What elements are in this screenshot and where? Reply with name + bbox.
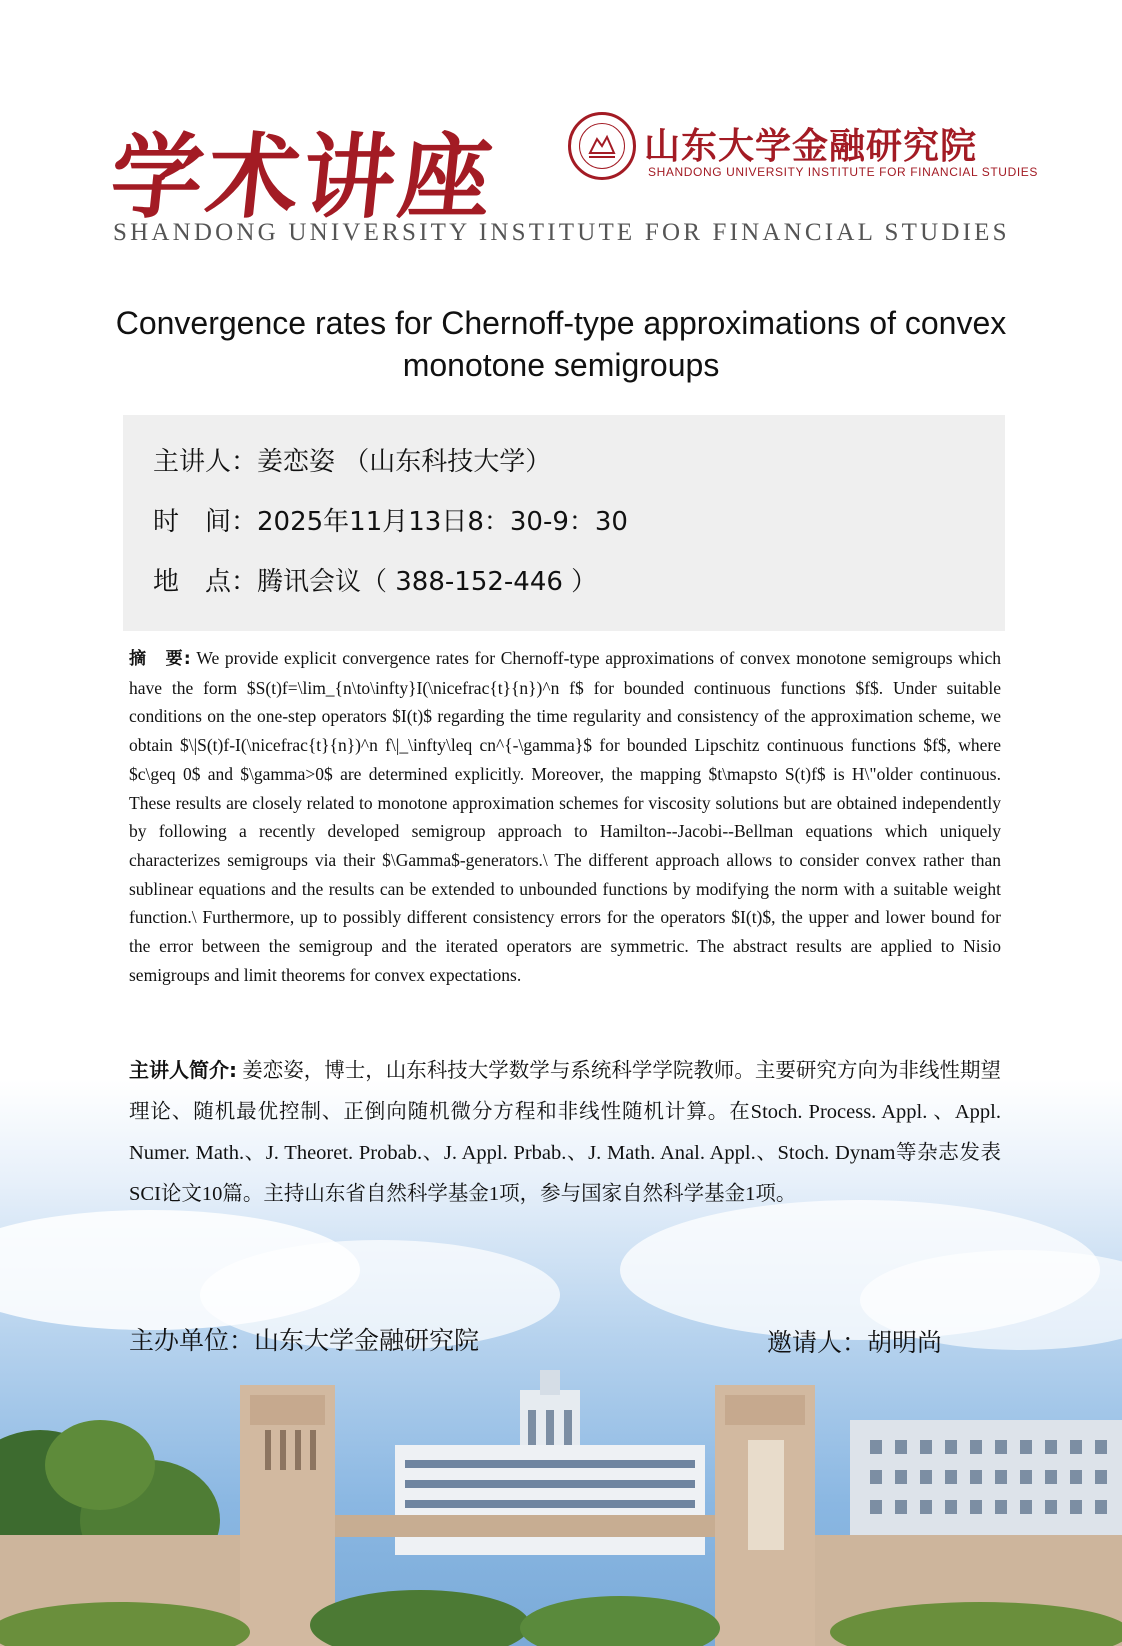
abstract-label: 摘 要: xyxy=(129,649,191,669)
campus-gate-illustration xyxy=(0,1370,1122,1646)
tree xyxy=(45,1420,155,1510)
institute-logo-cn: 山东大学金融研究院 xyxy=(644,125,978,167)
seal-emblem-icon xyxy=(571,115,633,177)
bio-label: 主讲人简介: xyxy=(129,1058,238,1082)
organizer-line: 主办单位：山东大学金融研究院 xyxy=(129,1326,480,1355)
inviter-line: 邀请人：胡明尚 xyxy=(767,1328,943,1357)
institute-banner-text: SHANDONG UNIVERSITY INSTITUTE FOR FINANCIAL STUDIES xyxy=(113,219,1010,246)
time-line: 时 间：2025年11月13日8：30-9：30 xyxy=(153,507,628,537)
talk-title: Convergence rates for Chernoff-type approximations of convex monotone semigroups xyxy=(115,305,1007,383)
abstract-text: We provide explicit convergence rates for Chernoff-type approximations of convex monotone semigroups which have the form $S(t)f=\lim_{n\to\infty}I(\nicefrac{t}{n})^n f$ for bounded continuous functions $f$. Under suitable conditions on the one-step operators $I(t)$ regarding the time regularity and consistency of the approximation scheme, we obtain $\|S(t)f-I(\nicefrac{t}{n})^n f\|_\infty\leq cn^{-\gamma}$ for bounded Lipschitz continuous functions $f$, where $c\geq 0$ and $\gamma>0$ are determined explicitly. Moreover, the mapping $t\mapsto S(t)f$ is H\"older continuous. These results are closely related to monotone approximation schemes for viscosity solutions but are obtained independently by following a recently developed semigroup approach to Hamilton--Jacobi--Bellman equations which uniquely characterizes semigroups via their $\Gamma$-generators.\ The different approach allows to consider convex rather than sublinear equations and the results can be extended to unbounded functions by modifying the norm with a suitable weight function.\ Furthermore, up to possibly different consistency errors for the operators $I(t)$, the upper and lower bound for the error between the semigroup and the iterated operators are symmetric. The abstract results are applied to Nisio semigroups and limit theorems for convex expectations. xyxy=(129,648,1001,985)
abstract-section xyxy=(129,644,1001,989)
gate-beam xyxy=(335,1515,715,1537)
university-seal-logo xyxy=(568,112,636,180)
place-line: 地 点：腾讯会议（ 388-152-446 ） xyxy=(153,567,598,597)
info-box xyxy=(123,415,1005,631)
bio-text: 姜恋姿，博士，山东科技大学数学与系统科学学院教师。主要研究方向为非线性期望理论、随机最优控制、正倒向随机微分方程和非线性随机计算。在Stoch. Process. Appl. 、Appl. Numer. Math.、J. Theoret. Probab.、J. Appl. Prbab.、J. Math. Anal. Appl.、Stoch. Dynam等杂志发表SCI论文10篇。主持山东省自然科学基金1项，参与国家自然科学基金1项。 xyxy=(129,1060,1002,1205)
lecture-title-calligraphy: 学术讲座 xyxy=(105,123,501,231)
speaker-bio-section xyxy=(129,1050,1001,1215)
speaker-line: 主讲人：姜恋姿 （山东科技大学） xyxy=(153,447,552,477)
institute-logo-en: SHANDONG UNIVERSITY INSTITUTE FOR FINANCIAL STUDIES xyxy=(648,165,1038,179)
